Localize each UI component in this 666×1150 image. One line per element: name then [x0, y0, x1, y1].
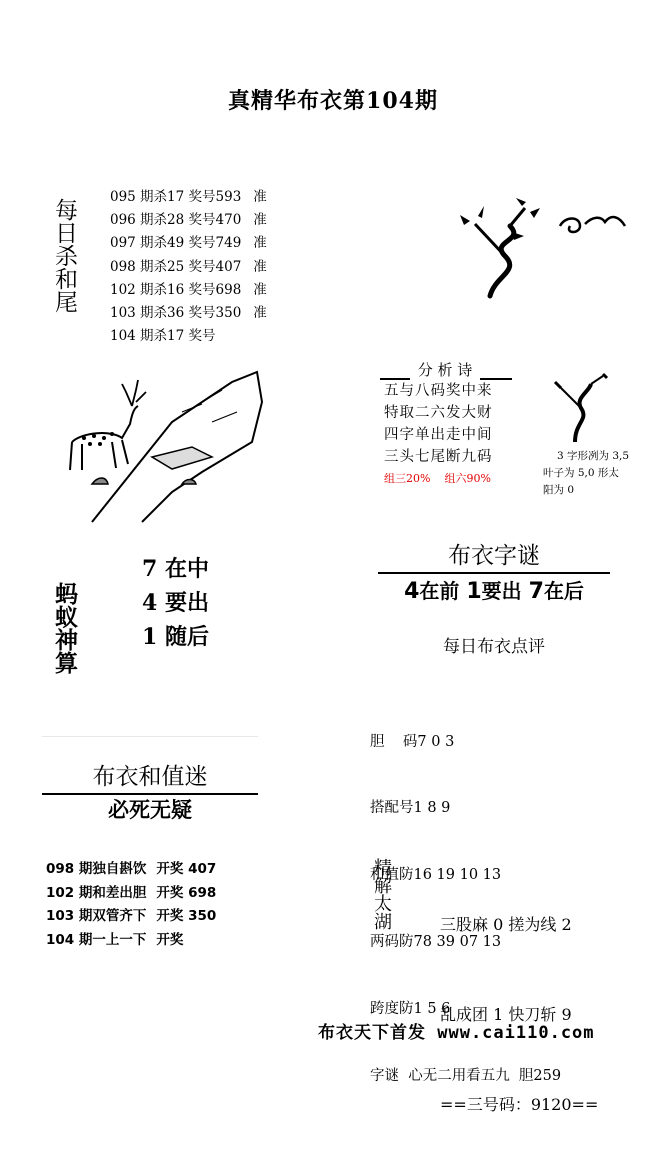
- list-item: 胆 码7 0 3: [370, 733, 455, 750]
- list-item: 103 期杀36 奖号350 准: [110, 305, 267, 322]
- tree-sketch-illustration: [450, 196, 630, 306]
- poem-line: 三头七尾断九码: [384, 449, 493, 465]
- sum-subtitle: 必死无疑: [108, 797, 192, 822]
- poem-line: 四字单出走中间: [384, 427, 493, 443]
- analysis-poem: [380, 361, 512, 486]
- ant-line: 1 随后: [142, 624, 209, 650]
- list-item: ==三号码：9120==: [440, 1095, 599, 1114]
- list-item: 103 期双管齐下 开奖 350: [46, 908, 217, 925]
- review-title: 每日布衣点评: [443, 637, 545, 657]
- list-item: 104 期一上一下 开奖: [46, 931, 184, 948]
- riddle-title: 布衣字谜: [378, 537, 610, 574]
- riddle-text: 4在前 1要出 7在后: [404, 579, 584, 604]
- poem-percentages: 组三20% 组六90%: [384, 472, 491, 485]
- footer-watermark: 布衣天下首发 www.cai110.com: [318, 1023, 595, 1043]
- page-title: 真精华布衣第104期: [228, 88, 438, 114]
- sum-list: [46, 858, 216, 952]
- poem-line: 特取二六发大财: [384, 405, 493, 421]
- kill-section-label: 每日杀和尾: [51, 198, 77, 313]
- small-tree-figure: [545, 372, 615, 446]
- list-item: 104 期杀17 奖号: [110, 328, 216, 345]
- lake-lines: [440, 850, 598, 1150]
- list-item: 102 期杀16 奖号698 准: [110, 281, 267, 298]
- list-item: 095 期杀17 奖号593 准: [110, 189, 267, 205]
- list-item: 和值防16 19 10 13: [370, 867, 502, 884]
- list-item: 搭配号1 8 9: [370, 800, 451, 817]
- kill-list: [110, 186, 267, 348]
- list-item: 096 期杀28 奖号470 准: [110, 212, 267, 229]
- shape-note: 3 字形冽为 3,5 叶子为 5,0 形太 阳为 0: [543, 450, 630, 496]
- list-item: 三股麻 0 搓为线 2: [440, 915, 572, 934]
- poem-line: 五与八码奖中来: [384, 383, 493, 399]
- list-item: 乱成团 1 快刀斩 9: [440, 1005, 572, 1024]
- list-item: 098 期独自斟饮 开奖 407: [46, 861, 217, 877]
- list-item: 字谜 心无二用看五九 胆259: [370, 1068, 562, 1085]
- list-item: 098 期杀25 奖号407 准: [110, 258, 267, 275]
- sum-title: 布衣和值迷: [42, 758, 258, 795]
- ant-lines: [142, 552, 209, 654]
- ant-line: 4 要出: [142, 590, 209, 616]
- lake-section-label: 精解太湖: [371, 858, 392, 930]
- ant-section-label: 蚂蚁神算: [51, 582, 77, 674]
- list-item: 102 期和差出胆 开奖 698: [46, 884, 217, 901]
- deer-landscape-illustration: [52, 362, 272, 522]
- ant-line: 7 在中: [142, 556, 209, 582]
- list-item: 097 期杀49 奖号749 准: [110, 235, 267, 252]
- list-item: 跨度防1 5 6: [370, 1001, 451, 1018]
- list-item: 两码防78 39 07 13: [370, 934, 502, 951]
- poem-title: 分 析 诗: [410, 359, 480, 380]
